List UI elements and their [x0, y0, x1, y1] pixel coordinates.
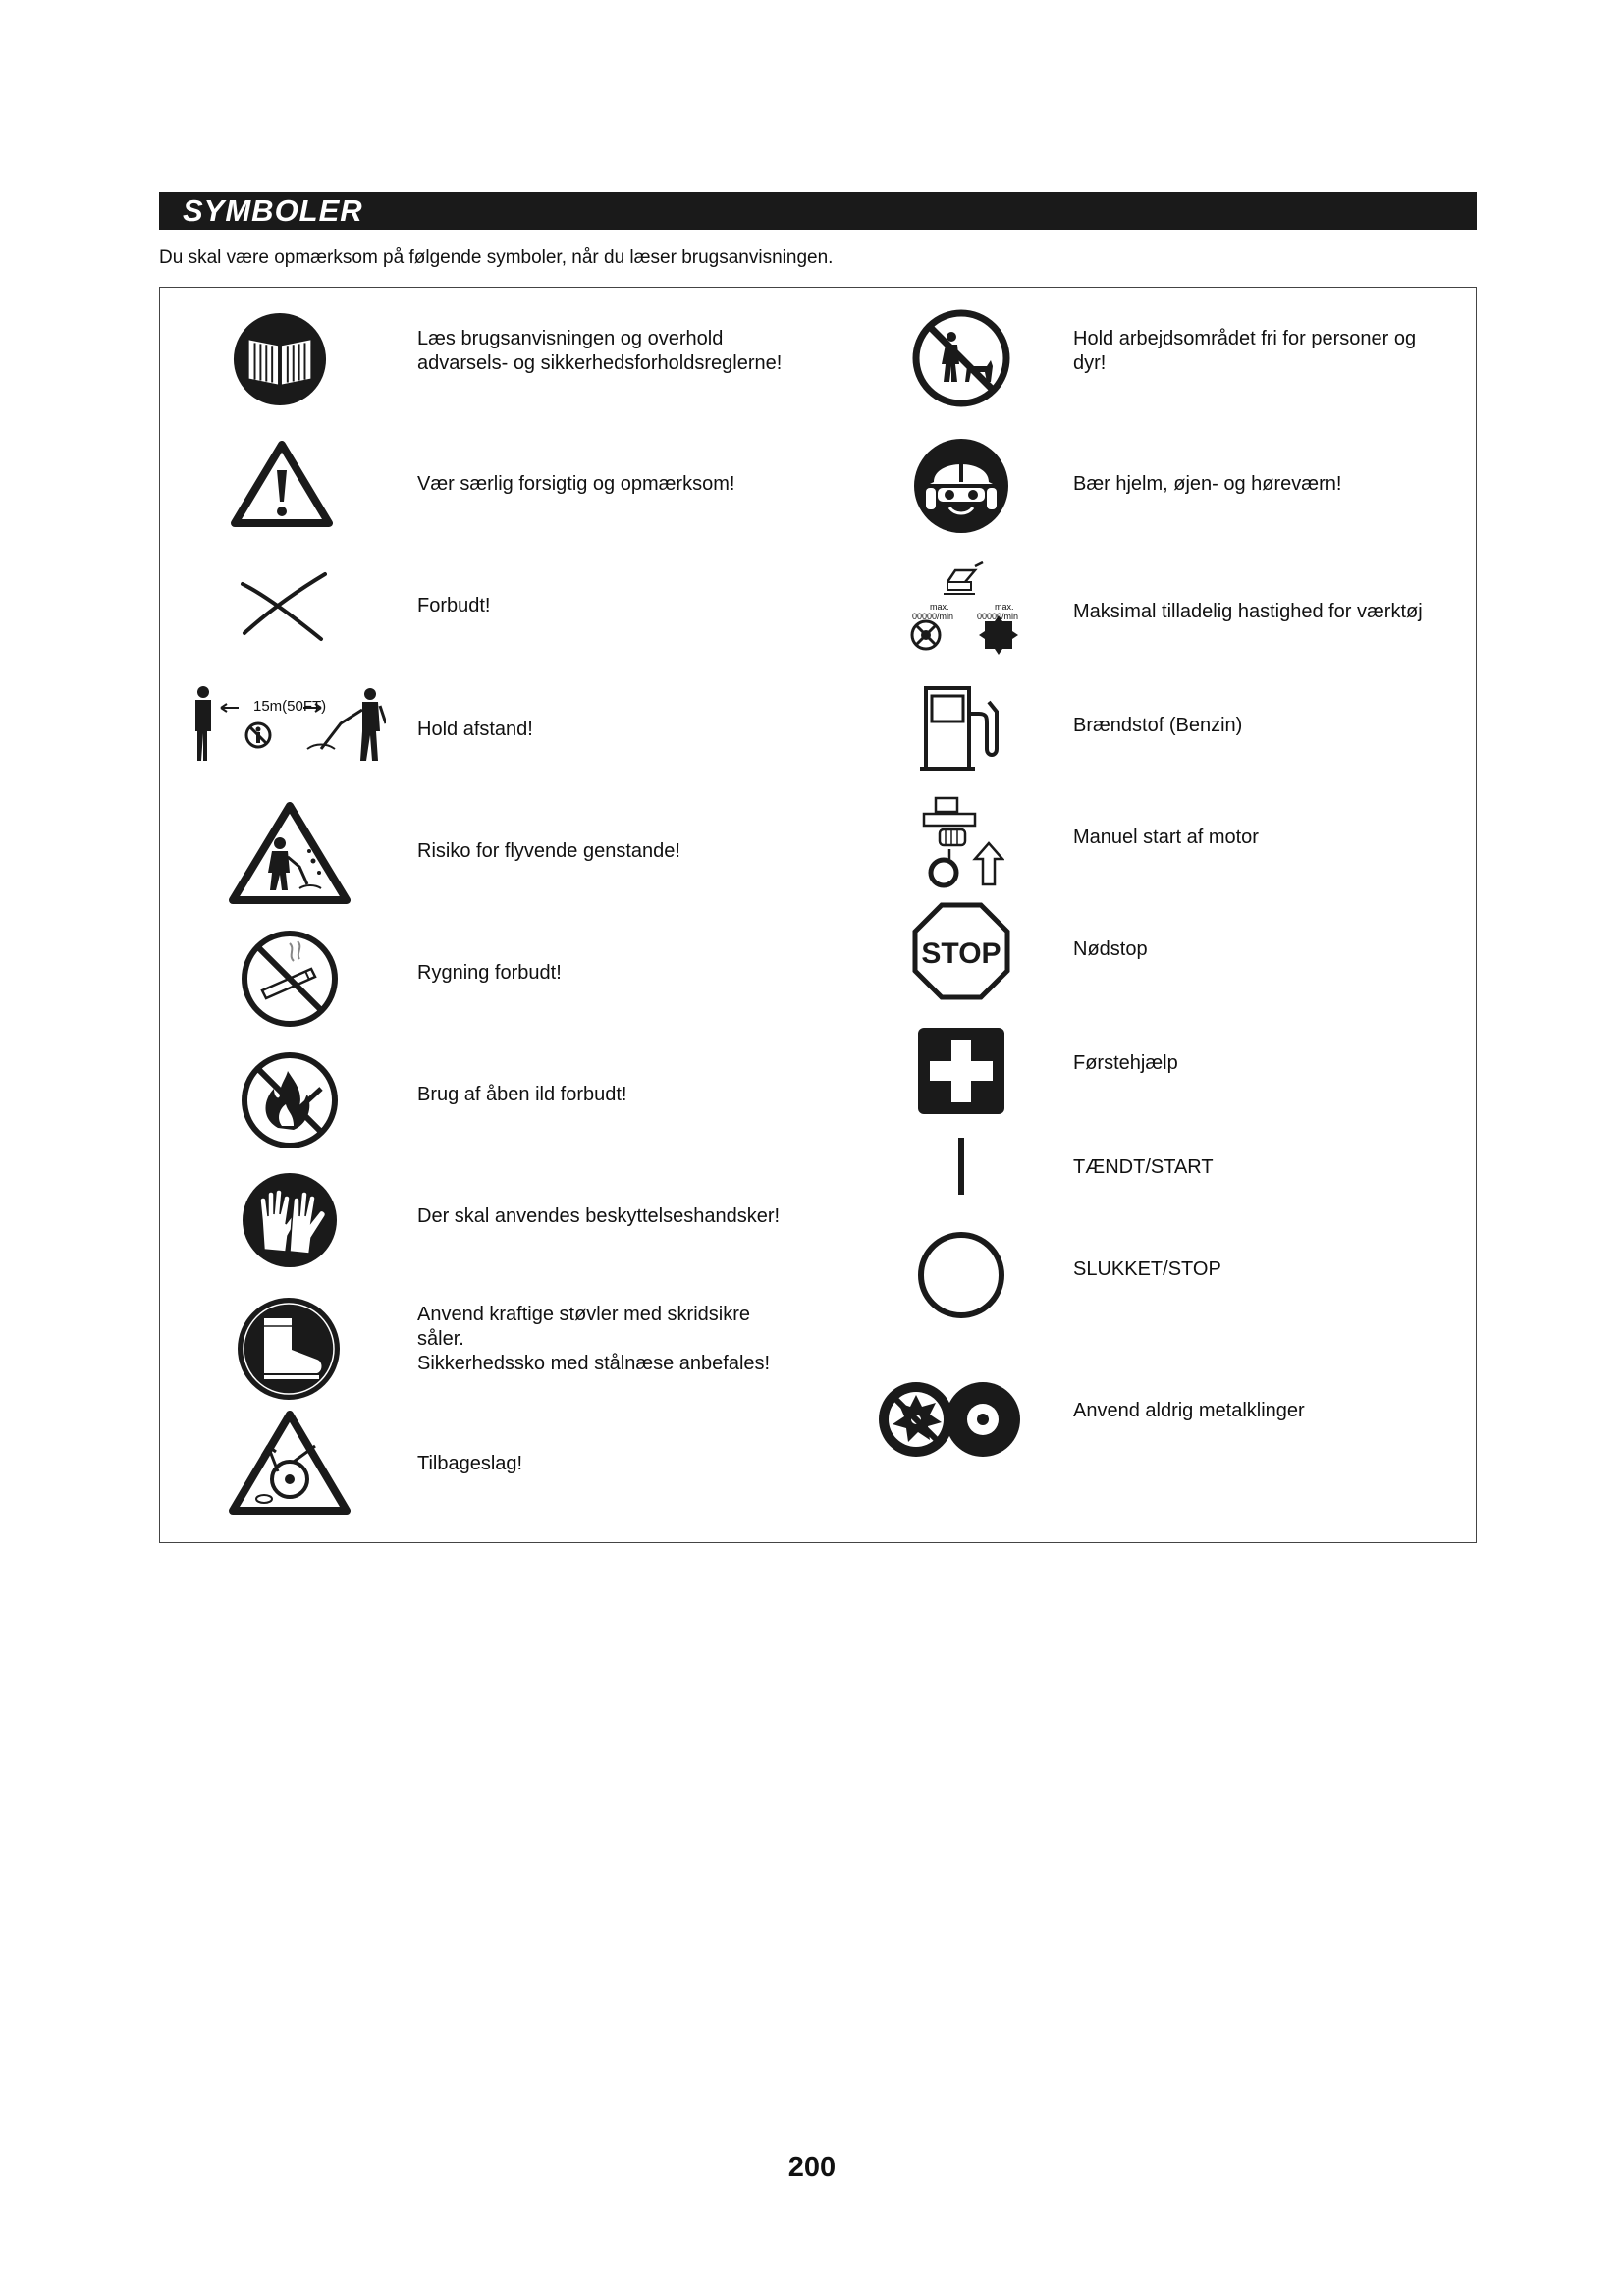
no-smoking-icon [239, 928, 341, 1030]
symbol-label-keep-area-clear: Hold arbejdsområdet fri for personer og dyr! [1073, 328, 1417, 374]
symbol-label-boots: Anvend kraftige støvler med skridsikre såler. Sikkerhedssko med stålnæse anbefales! [417, 1304, 771, 1374]
fuel-pump-icon [918, 684, 1006, 773]
section-title: SYMBOLER [183, 193, 363, 228]
symbol-label-stop: Nødstop [1073, 938, 1148, 960]
off-stop-icon [916, 1230, 1006, 1320]
symbol-label-max-speed: Maksimal tilladelig hastighed for værktøj [1073, 601, 1423, 622]
manual-start-icon [920, 794, 1004, 892]
gloves-icon [241, 1171, 339, 1269]
symbol-label-manual: Læs brugsanvisningen og overhold advarsels- og sikkerhedsforholdsreglerne! [417, 328, 783, 374]
warning-triangle-icon [231, 441, 333, 527]
symbol-label-keep-distance: Hold afstand! [417, 719, 533, 740]
symbol-label-no-open-flame: Brug af åben ild forbudt! [417, 1084, 627, 1105]
max-speed-label-1: max. [930, 602, 949, 612]
symbol-label-warning: Vær særlig forsigtig og opmærksom! [417, 473, 735, 495]
symbol-label-manual-start: Manuel start af motor [1073, 827, 1259, 848]
symbol-label-kickback: Tilbageslag! [417, 1453, 523, 1474]
symbol-label-prohibited: Forbudt! [417, 595, 491, 616]
symbol-label-no-smoking: Rygning forbudt! [417, 962, 562, 984]
boots-icon [235, 1295, 343, 1403]
distance-label: 15m(50FT) [253, 698, 327, 715]
cross-prohibited-icon [237, 564, 327, 643]
flying-objects-icon [229, 802, 351, 904]
keep-area-clear-icon [910, 307, 1012, 409]
max-speed-rpm-1: 00000/min [912, 612, 954, 621]
stop-sign-text: STOP [921, 937, 1001, 970]
keep-distance-icon [193, 684, 386, 765]
on-start-icon [953, 1138, 969, 1197]
first-aid-icon [916, 1026, 1006, 1116]
symbol-label-helmet: Bær hjelm, øjen- og høreværn! [1073, 473, 1342, 495]
intro-text: Du skal være opmærksom på følgende symboler, når du læser brugsanvisningen. [159, 247, 834, 268]
max-speed-rpm-2: 00000/min [977, 612, 1019, 621]
max-speed-label-2: max. [995, 602, 1014, 612]
symbol-label-no-metal-blades: Anvend aldrig metalklinger [1073, 1400, 1305, 1421]
no-open-flame-icon [239, 1049, 341, 1151]
symbol-label-on-start: TÆNDT/START [1073, 1156, 1214, 1178]
symbol-label-first-aid: Førstehjælp [1073, 1052, 1178, 1074]
symbol-label-flying-objects: Risiko for flyvende genstande! [417, 840, 680, 862]
manual-book-icon [232, 311, 328, 407]
no-metal-blades-icon [877, 1377, 1024, 1462]
page-number: 200 [787, 2152, 837, 2183]
section-title-bar [159, 192, 1477, 230]
symbol-label-gloves: Der skal anvendes beskyttelseshandsker! [417, 1205, 781, 1227]
symbol-label-off-stop: SLUKKET/STOP [1073, 1258, 1221, 1280]
helmet-eye-ear-protection-icon [912, 437, 1010, 535]
kickback-icon [229, 1411, 351, 1515]
symbol-label-fuel: Brændstof (Benzin) [1073, 715, 1243, 736]
symbols-table [159, 287, 1477, 1543]
stop-sign-icon [912, 902, 1010, 1000]
